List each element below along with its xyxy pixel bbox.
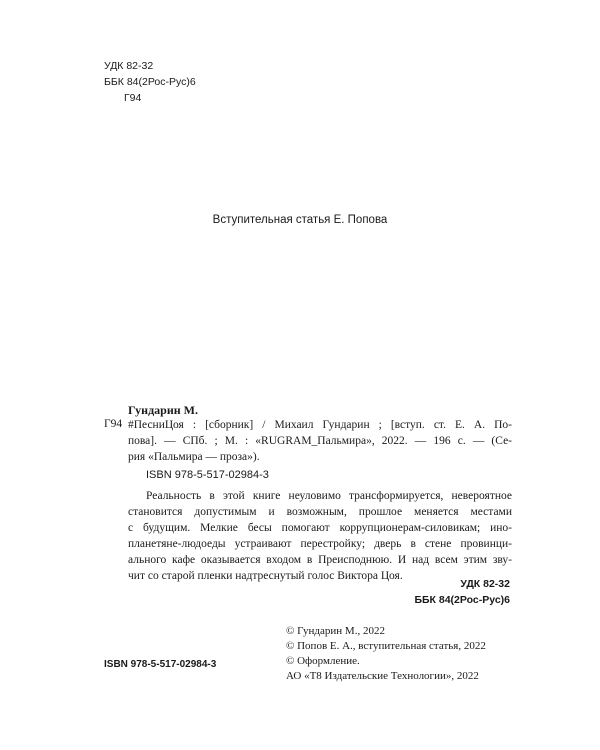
intro-note: Вступительная статья Е. Попова	[212, 214, 388, 226]
annotation-line: Реальность в этой книге неуловимо трансформируется, невероятное	[146, 490, 512, 502]
bib-line: рия «Пальмира — проза»).	[128, 451, 260, 463]
annotation-line: ального кафе оказывается входом в Преисподнюю. И над всем этим зву-	[128, 554, 512, 566]
annotation-line: чит со старой пленки надтреснутый голос Виктора Цоя.	[128, 570, 403, 582]
author-heading: Гундарин М.	[128, 403, 198, 417]
bib-line: пова]. — СПб. ; М. : «RUGRAM_Пальмира», 2022. — 196 с. — (Се-	[128, 435, 512, 447]
author-mark: Г94	[124, 92, 142, 104]
bbk-code: ББК 84(2Рос-Рус)6	[414, 594, 510, 606]
author-mark: Г94	[104, 418, 123, 430]
copyright-line: © Попов Е. А., вступительная статья, 2022	[286, 640, 486, 652]
udk-code: УДК 82-32	[460, 578, 510, 590]
udk-code: УДК 82-32	[104, 60, 154, 72]
annotation-line: становится допустимым и возможным, прошлое меняется местами	[128, 506, 512, 518]
copyright-line: © Гундарин М., 2022	[286, 625, 385, 637]
bib-line: #ПесниЦоя : [сборник] / Михаил Гундарин ; [вступ. ст. Е. А. По-	[128, 419, 512, 431]
isbn-footer: ISBN 978-5-517-02984-3	[104, 659, 217, 670]
copyright-line: © Оформление.	[286, 655, 360, 667]
copyright-line: АО «Т8 Издательские Технологии», 2022	[286, 670, 479, 682]
annotation-line: планетяне-людоеды устраивают перестройку; дверь в стене провинци-	[128, 538, 512, 550]
isbn: ISBN 978-5-517-02984-3	[146, 469, 269, 481]
annotation-line: с будущим. Мелкие бесы помогают коррупционерам-силовикам; ино-	[128, 522, 512, 534]
bbk-code: ББК 84(2Рос-Рус)6	[104, 76, 196, 88]
